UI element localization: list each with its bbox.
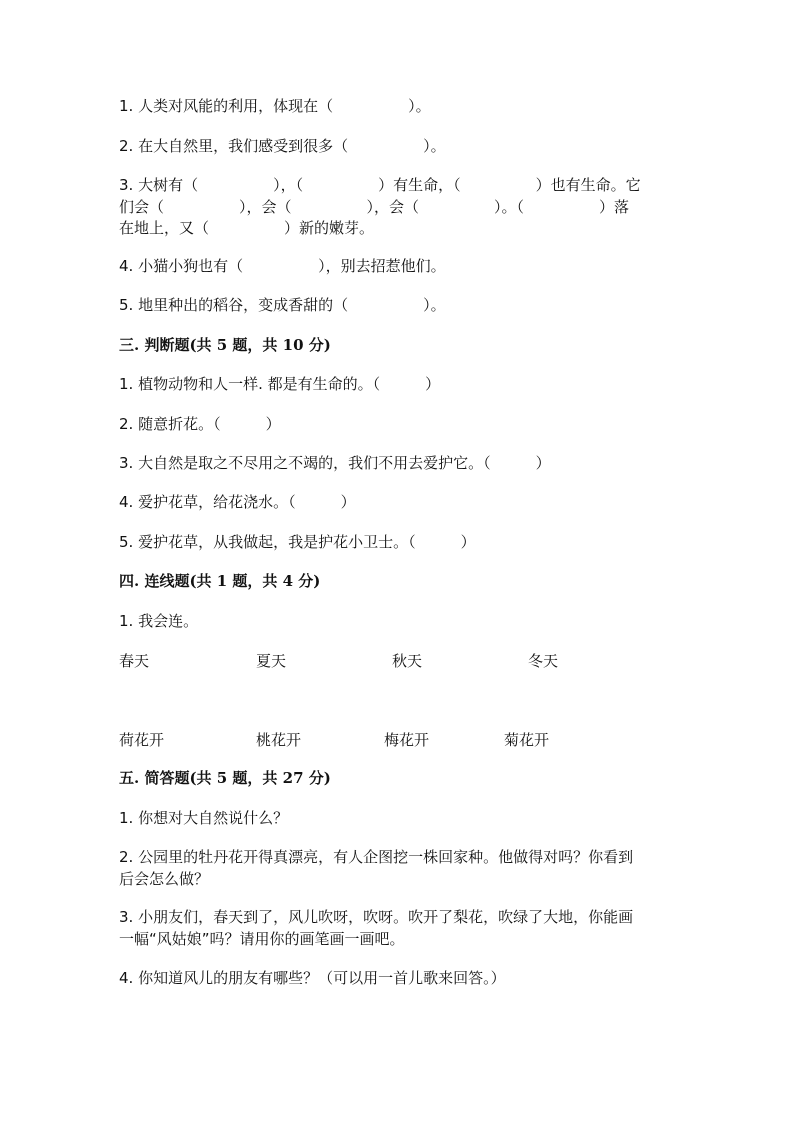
- fill-question-3-line-1: 3. 大树有（ ），（ ）有生命，（ ）也有生命。它: [119, 176, 641, 194]
- judge-question-5: 5. 爱护花草，从我做起，我是护花小卫士。（ ）: [119, 533, 476, 551]
- fill-question-2: 2. 在大自然里，我们感受到很多（ ）。: [119, 137, 446, 155]
- section-heading-short: 五. 简答题(共 5 题，共 27 分): [119, 769, 331, 787]
- section-heading-judge: 三. 判断题(共 5 题，共 10 分): [119, 336, 331, 354]
- season-word: 夏天: [256, 652, 287, 670]
- season-word: 春天: [119, 652, 150, 670]
- short-question-2-line-1: 2. 公园里的牡丹花开得真漂亮，有人企图挖一株回家种。他做得对吗？你看到: [119, 848, 634, 866]
- short-question-1: 1. 你想对大自然说什么？: [119, 809, 289, 827]
- short-question-2-line-2: 后会怎么做？: [119, 870, 210, 888]
- short-question-3-line-2: 一幅“风姑娘”吗？请用你的画笔画一画吧。: [119, 930, 405, 948]
- flower-word: 菊花开: [504, 731, 550, 749]
- short-question-4: 4. 你知道风儿的朋友有哪些？（可以用一首儿歌来回答。）: [119, 969, 506, 987]
- match-question-1: 1. 我会连。: [119, 612, 199, 630]
- flower-word: 桃花开: [256, 731, 302, 749]
- judge-question-4: 4. 爱护花草，给花浇水。（ ）: [119, 493, 356, 511]
- fill-question-3-line-3: 在地上，又（ ）新的嫩芽。: [119, 219, 375, 237]
- fill-question-1: 1. 人类对风能的利用，体现在（ ）。: [119, 97, 431, 115]
- judge-question-1: 1. 植物动物和人一样. 都是有生命的。（ ）: [119, 375, 441, 393]
- section-heading-match: 四. 连线题(共 1 题，共 4 分): [119, 572, 321, 590]
- fill-question-4: 4. 小猫小狗也有（ ），别去招惹他们。: [119, 257, 446, 275]
- fill-question-5: 5. 地里种出的稻谷，变成香甜的（ ）。: [119, 296, 446, 314]
- short-question-3-line-1: 3. 小朋友们，春天到了，风儿吹呀，吹呀。吹开了梨花，吹绿了大地，你能画: [119, 908, 634, 926]
- season-word: 秋天: [392, 652, 423, 670]
- season-word: 冬天: [528, 652, 559, 670]
- flower-word: 梅花开: [384, 731, 430, 749]
- fill-question-3-line-2: 们会（ ），会（ ），会（ ）。（ ）落: [119, 198, 630, 216]
- judge-question-2: 2. 随意折花。（ ）: [119, 415, 281, 433]
- flower-word: 荷花开: [119, 731, 165, 749]
- judge-question-3: 3. 大自然是取之不尽用之不竭的，我们不用去爱护它。（ ）: [119, 454, 551, 472]
